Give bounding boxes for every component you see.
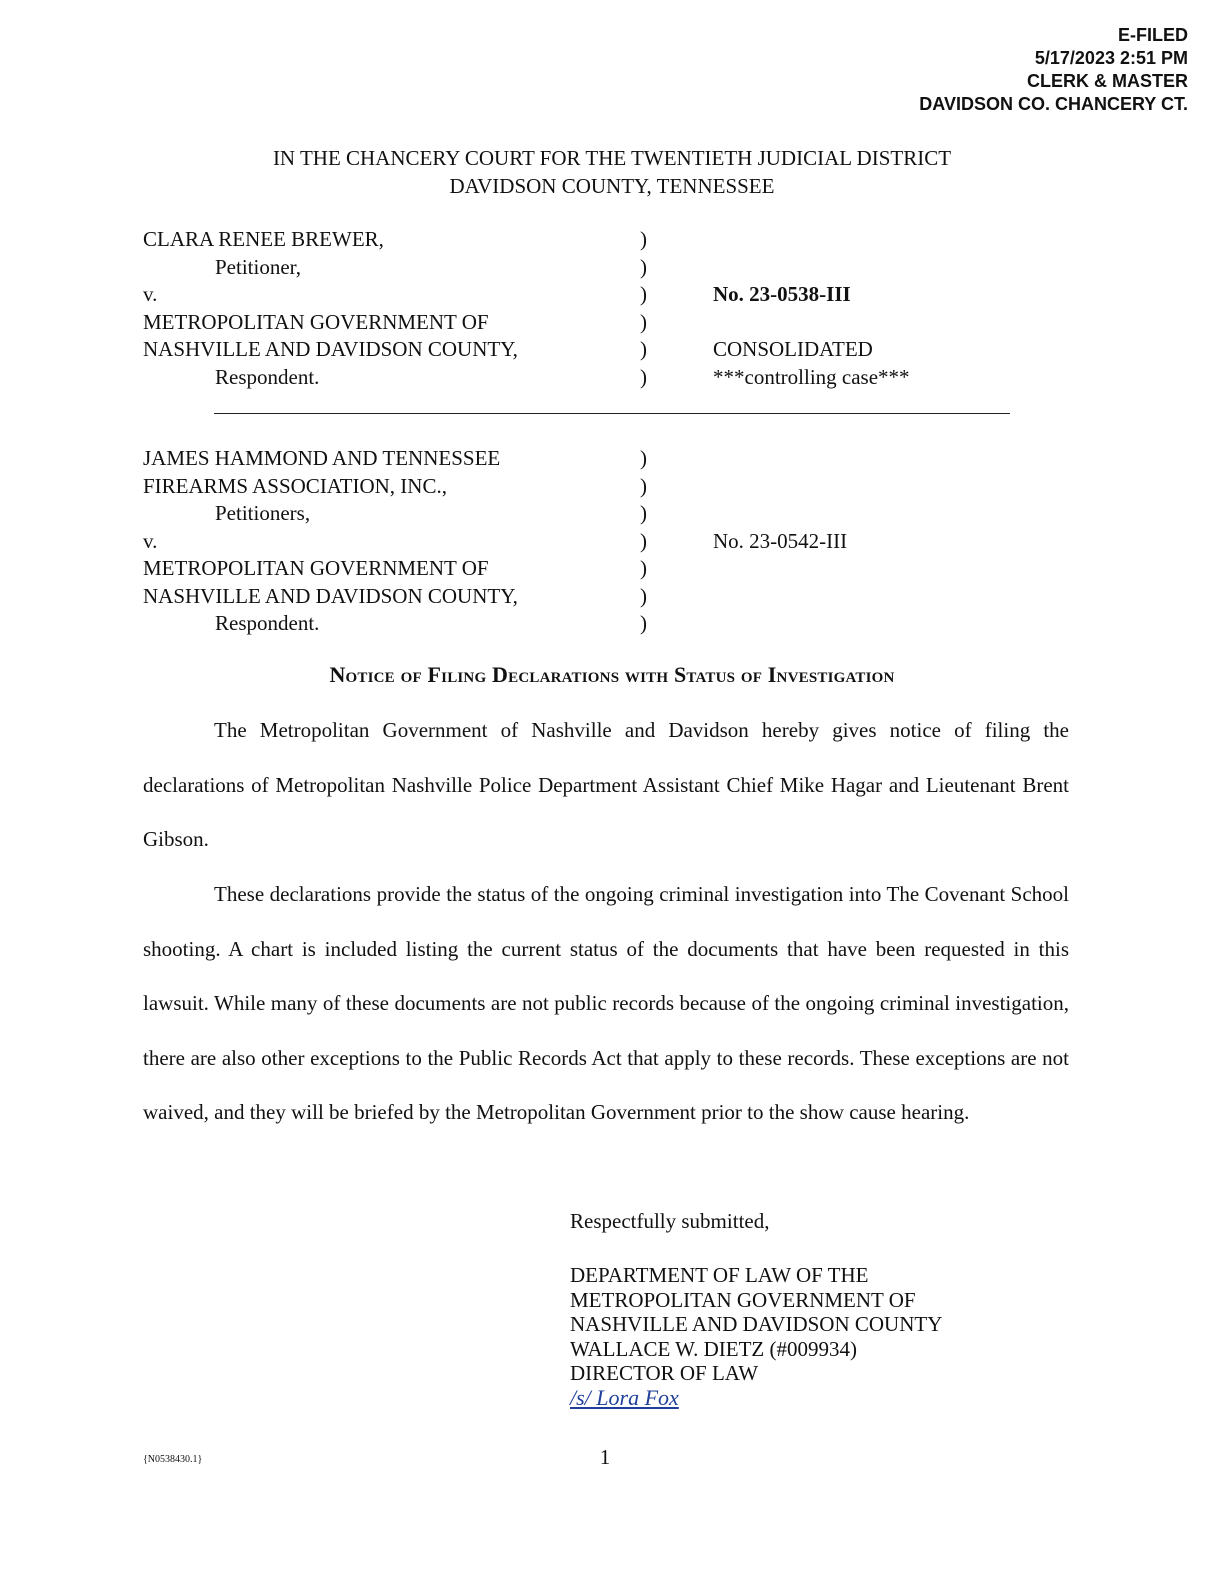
court-county: DAVIDSON COUNTY, TENNESSEE <box>449 174 775 198</box>
party-role: Respondent. <box>215 611 320 635</box>
court-heading <box>0 144 1224 200</box>
signature-line: METROPOLITAN GOVERNMENT OF <box>570 1287 916 1312</box>
paren: ) <box>640 583 647 608</box>
page-number: 1 <box>599 1445 611 1469</box>
party-role: Respondent. <box>215 364 320 389</box>
case-number: No. 23-0542-III <box>713 528 848 553</box>
signature-line: NASHVILLE AND DAVIDSON COUNTY <box>570 1312 943 1336</box>
party-name: METROPOLITAN GOVERNMENT OF <box>143 556 489 580</box>
controlling-case-label: ***controlling case*** <box>713 364 910 389</box>
paren: ) <box>640 501 647 525</box>
signature-line: DIRECTOR OF LAW <box>570 1361 759 1385</box>
party-role: Petitioners, <box>215 501 311 525</box>
party-name: NASHVILLE AND DAVIDSON COUNTY, <box>143 337 518 361</box>
party-role: Petitioner, <box>215 254 302 279</box>
party-name: CLARA RENEE BREWER, <box>143 227 384 251</box>
stamp-line: 5/17/2023 2:51 PM <box>1034 48 1188 68</box>
paragraph-text: The Metropolitan Government of Nashville and Davidson hereby gives notice of filing the declarations of Metropolitan Nashville Police Department Assistant Chief Mike Hagar and Lieutenant Brent Gibson. <box>143 718 1069 852</box>
efiled-stamp <box>919 24 1188 116</box>
body-paragraph-1 <box>143 703 1069 867</box>
paren: ) <box>640 364 647 389</box>
court-name: IN THE CHANCERY COURT FOR THE TWENTIETH JUDICIAL DISTRICT <box>272 146 952 170</box>
paren: ) <box>640 473 647 498</box>
party-name: METROPOLITAN GOVERNMENT OF <box>143 309 489 334</box>
paren: ) <box>640 528 647 553</box>
caption-divider <box>214 413 1010 414</box>
body-paragraph-2 <box>143 867 1069 1140</box>
paren: ) <box>640 611 647 635</box>
paren: ) <box>640 446 647 470</box>
signature-line: DEPARTMENT OF LAW OF THE <box>570 1263 869 1287</box>
stamp-line: CLERK & MASTER <box>1027 71 1188 91</box>
case-caption-2 <box>143 445 1043 638</box>
versus: v. <box>143 282 158 306</box>
signature-line: WALLACE W. DIETZ (#009934) <box>570 1336 857 1361</box>
closing: Respectfully submitted, <box>570 1209 770 1233</box>
electronic-signature-link[interactable]: /s/ Lora Fox <box>570 1384 679 1410</box>
party-name: NASHVILLE AND DAVIDSON COUNTY, <box>143 583 518 608</box>
paren: ) <box>640 254 647 279</box>
notice-title: Notice of Filing Declarations with Status of Investigation <box>329 662 895 687</box>
stamp-line: E-FILED <box>1118 25 1188 45</box>
consolidated-label: CONSOLIDATED <box>713 337 873 361</box>
case-number: No. 23-0538-III <box>713 282 851 306</box>
paren: ) <box>640 309 647 334</box>
case-caption-1 <box>143 226 1043 391</box>
party-name: FIREARMS ASSOCIATION, INC., <box>143 473 447 498</box>
paren: ) <box>640 227 647 251</box>
paren: ) <box>640 282 647 306</box>
signature-block <box>570 1263 942 1410</box>
versus: v. <box>143 528 158 553</box>
paren: ) <box>640 556 647 580</box>
document-id: {N0538430.1} <box>143 1454 203 1465</box>
stamp-line: DAVIDSON CO. CHANCERY CT. <box>919 94 1188 114</box>
paragraph-text: These declarations provide the status of the ongoing criminal investigation into The Covenant School shooting. A chart is included listing the current status of the documents that have been requested in this lawsuit. While many of these documents are not public records because of the ongoing criminal investigation, there are also other exceptions to the Public Records Act that apply to these records. These exceptions are not waived, and they will be briefed by the Metropolitan Government prior to the show cause hearing. <box>143 882 1069 1125</box>
party-name: JAMES HAMMOND AND TENNESSEE <box>143 446 501 470</box>
paren: ) <box>640 337 647 361</box>
